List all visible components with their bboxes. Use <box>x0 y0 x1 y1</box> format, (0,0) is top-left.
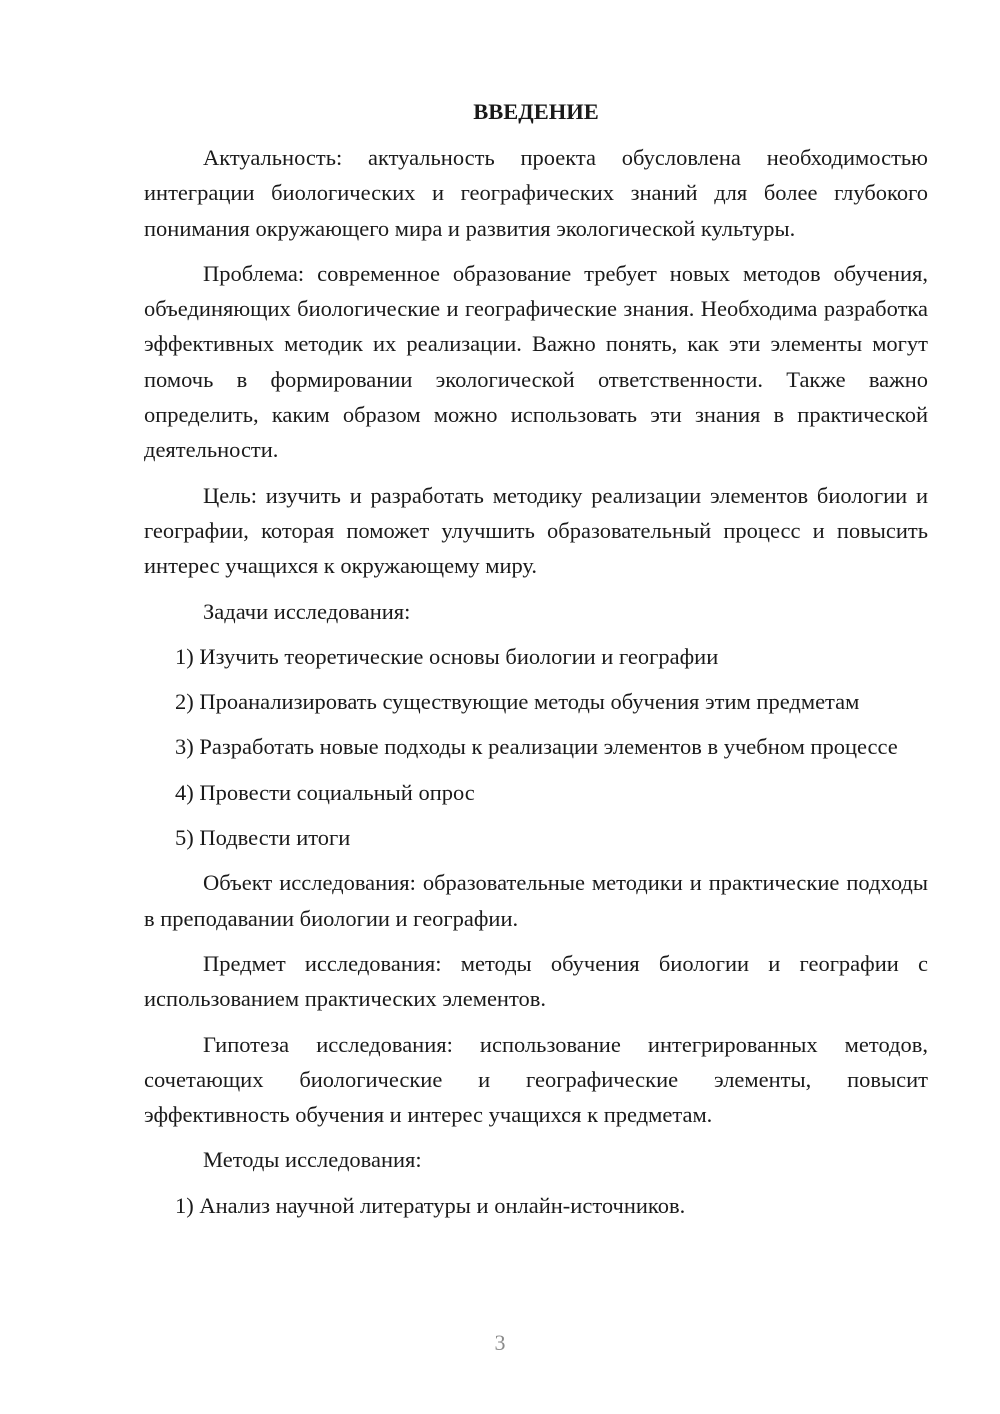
task-item-2: 2) Проанализировать существующие методы обучения этим предметам <box>175 689 860 715</box>
paragraph-tasks-heading: Задачи исследования: <box>203 598 411 624</box>
paragraph-hypothesis: Гипотеза исследования: использование интегрированных методов, сочетающих биологические и географические элементы, повысит эффективность обучения и интерес учащихся к предметам. <box>144 1031 928 1128</box>
method-item-1: 1) Анализ научной литературы и онлайн-источников. <box>175 1192 686 1218</box>
paragraph-subject: Предмет исследования: методы обучения биологии и географии с использованием практических элементов. <box>144 950 928 1012</box>
task-item-1: 1) Изучить теоретические основы биологии и географии <box>175 643 719 669</box>
task-item-3: 3) Разработать новые подходы к реализации элементов в учебном процессе <box>175 734 898 760</box>
page-number: 3 <box>494 1330 506 1355</box>
paragraph-relevance: Актуальность: актуальность проекта обусловлена необходимостью интеграции биологических и географических знаний для более глубокого понимания окружающего мира и развития экологической культуры. <box>144 145 928 241</box>
section-title: ВВЕДЕНИЕ <box>473 99 599 124</box>
task-item-4: 4) Провести социальный опрос <box>175 779 475 805</box>
paragraph-problem: Проблема: современное образование требует новых методов обучения, объединяющих биологические и географические знания. Необходима разработка эффективных методик их реализации. Важно понять, как эти элементы могут помочь в формировании экологической ответственности. Также важно определить, каким образом можно использовать эти знания в практической деятельности. <box>144 260 928 463</box>
paragraph-methods-heading: Методы исследования: <box>203 1147 422 1173</box>
task-item-5: 5) Подвести итоги <box>175 825 351 851</box>
paragraph-object: Объект исследования: образовательные методики и практические подходы в преподавании биологии и географии. <box>144 870 928 931</box>
paragraph-goal: Цель: изучить и разработать методику реализации элементов биологии и географии, которая поможет улучшить образовательный процесс и повысить интерес учащихся к окружающему миру. <box>144 482 928 579</box>
page-content <box>144 94 928 1233</box>
